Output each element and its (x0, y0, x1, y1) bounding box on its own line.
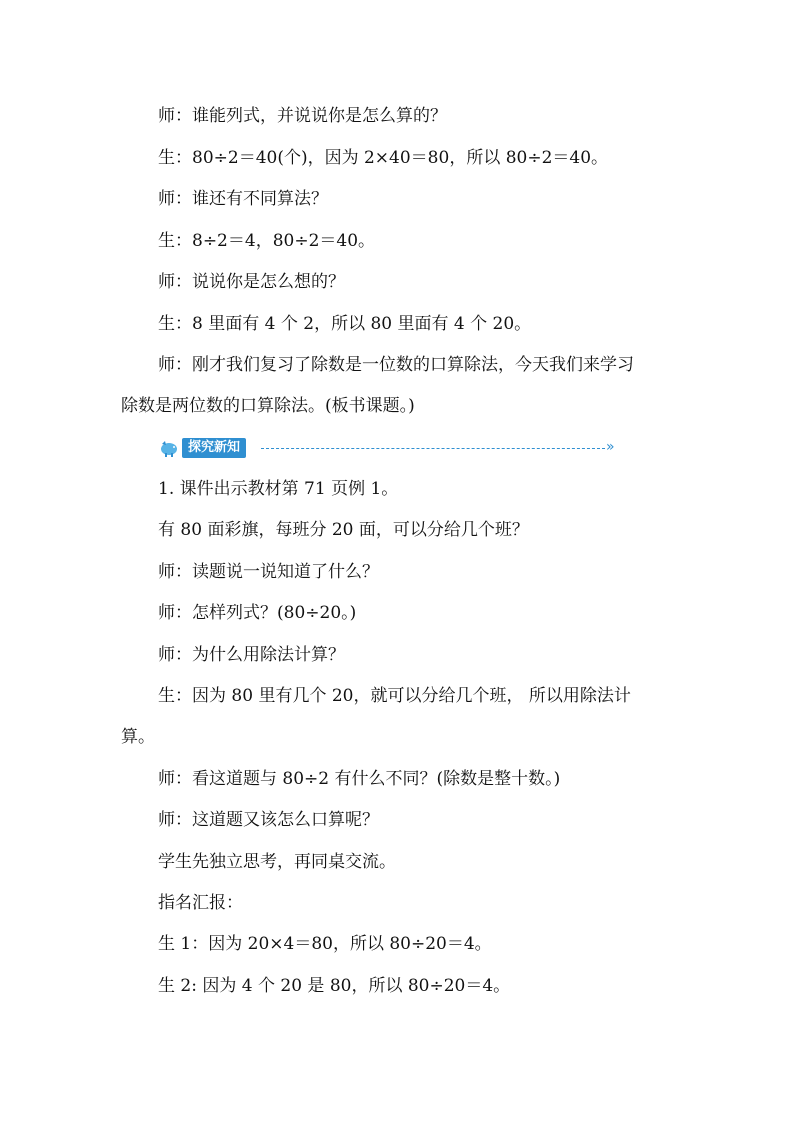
text-line: 生 1：因为 20×4＝80，所以 80÷20＝4。 (158, 934, 492, 954)
text-line: 生：8 里面有 4 个 2，所以 80 里面有 4 个 20。 (158, 314, 532, 334)
text-line: 除数是两位数的口算除法。(板书课题。) (121, 396, 415, 416)
text-line: 师：刚才我们复习了除数是一位数的口算除法，今天我们来学习 (158, 355, 634, 375)
text-line: 1. 课件出示教材第 71 页例 1。 (158, 479, 399, 499)
text-line: 师：这道题又该怎么口算呢？ (158, 810, 379, 830)
text-line: 师：谁能列式，并说说你是怎么算的？ (158, 106, 447, 126)
text-line: 师：说说你是怎么想的？ (158, 272, 345, 292)
text-line: 生：80÷2＝40(个)，因为 2×40＝80，所以 80÷2＝40。 (158, 148, 609, 168)
text-line: 指名汇报： (158, 893, 243, 913)
text-line: 生：8÷2＝4，80÷2＝40。 (158, 231, 376, 251)
text-line: 有 80 面彩旗，每班分 20 面，可以分给几个班？ (158, 520, 529, 540)
text-line: 学生先独立思考，再同桌交流。 (158, 852, 396, 872)
text-line: 师：为什么用除法计算？ (158, 645, 345, 665)
double-chevron-icon: » (606, 439, 615, 455)
text-line: 师：读题说一说知道了什么？ (158, 562, 379, 582)
section-title: 探究新知 (182, 438, 246, 458)
text-line: 师：看这道题与 80÷2 有什么不同？(除数是整十数。) (158, 769, 561, 789)
section-divider (261, 448, 605, 449)
section-header (158, 436, 618, 460)
text-line: 师：谁还有不同算法？ (158, 189, 328, 209)
text-line: 师：怎样列式？(80÷20。) (158, 603, 357, 623)
text-line: 算。 (121, 727, 155, 747)
text-line: 生 2: 因为 4 个 20 是 80，所以 80÷20＝4。 (158, 976, 511, 996)
text-line: 生：因为 80 里有几个 20，就可以分给几个班， 所以用除法计 (158, 686, 631, 706)
piggy-bank-icon (158, 438, 180, 458)
